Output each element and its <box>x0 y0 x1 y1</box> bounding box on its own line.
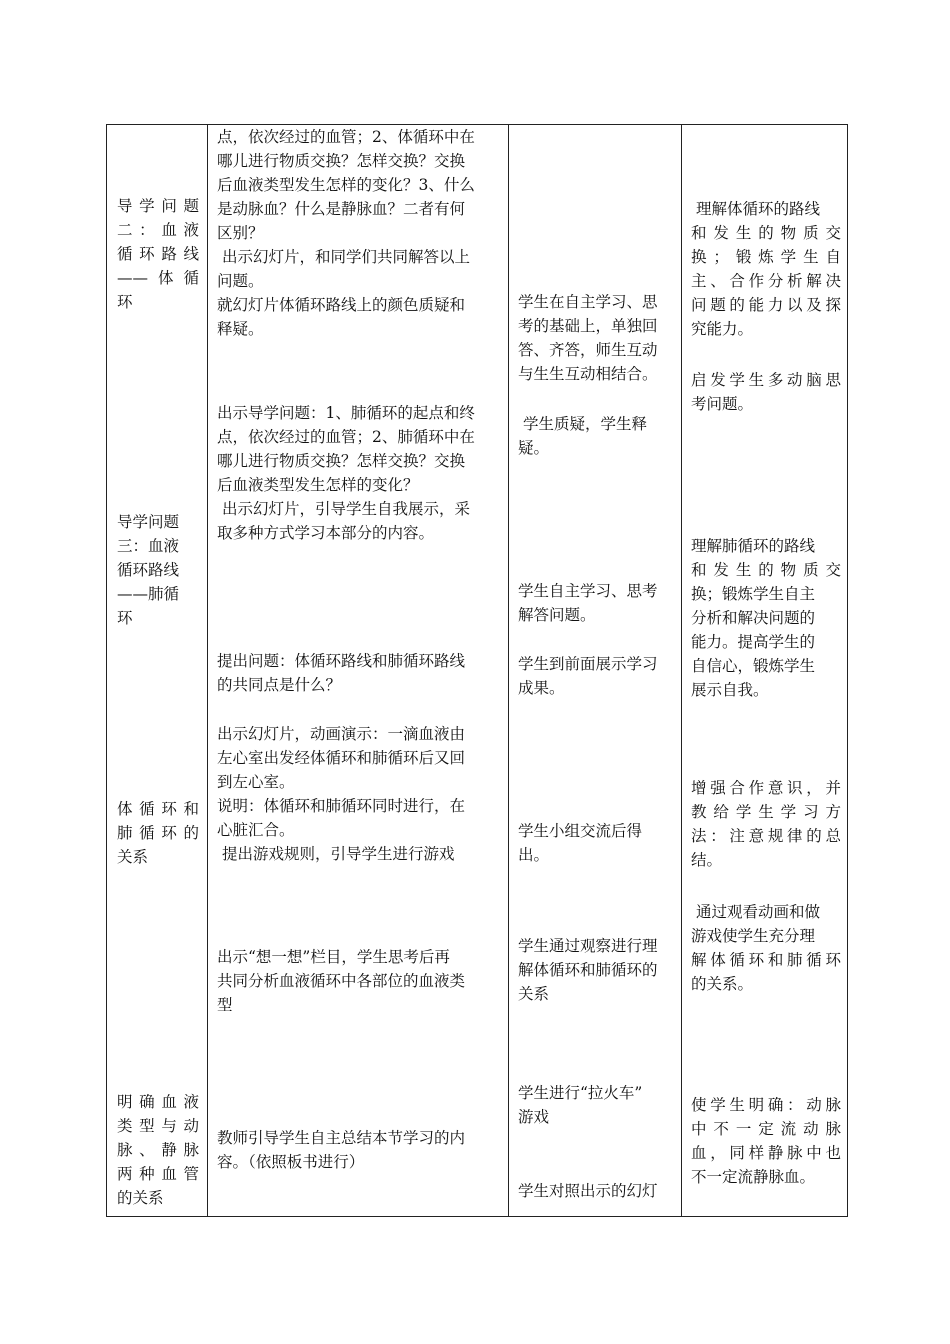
stage-line: 的关系 <box>117 1189 164 1207</box>
column-divider <box>508 125 509 1216</box>
stage-line: 两种血管 <box>117 1165 199 1183</box>
text-line: 提出游戏规则，引导学生进行游戏 <box>217 845 455 863</box>
text-line: 取多种方式学习本部分的内容。 <box>217 524 435 542</box>
teacher-activity-cell <box>217 945 501 1017</box>
stage-line: ——体循 <box>117 269 199 287</box>
stage-line: 肺循环的 <box>117 824 199 842</box>
text-line: 点，依次经过的血管；2、体循环中在 <box>217 128 475 146</box>
text-line: 学生对照出示的幻灯 <box>518 1182 658 1200</box>
text-line: 换；锻炼学生自主 <box>691 585 816 603</box>
text-line: 哪儿进行物质交换？怎样交换？交换 <box>217 152 466 170</box>
text-line: 共同分析血液循环中各部位的血液类 <box>217 972 466 990</box>
student-activity-cell <box>518 1081 675 1129</box>
text-line: 到左心室。 <box>217 773 295 791</box>
text-line: 理解肺循环的路线 <box>691 537 816 555</box>
text-line: 疑。 <box>518 439 550 457</box>
text-line: 通过观看动画和做 <box>691 903 820 921</box>
student-activity-cell <box>518 934 675 1006</box>
stage-line: 二：血液 <box>117 221 199 239</box>
text-line: 法：注意规律的总 <box>691 827 841 845</box>
stage-line: 循环路线 <box>117 245 199 263</box>
design-intent-cell <box>691 1093 841 1189</box>
stage-line: 脉、静脉 <box>117 1141 199 1159</box>
text-line: 学生通过观察进行理 <box>518 937 658 955</box>
text-line: 哪儿进行物质交换？怎样交换？交换 <box>217 452 466 470</box>
student-activity-cell <box>518 579 675 627</box>
text-line: 学生小组交流后得 <box>518 822 643 840</box>
teacher-activity-cell <box>217 649 501 697</box>
text-line: 的共同点是什么？ <box>217 676 342 694</box>
student-activity-cell <box>518 819 675 867</box>
text-line: 型 <box>217 996 233 1014</box>
text-line: 出示“想一想”栏目，学生思考后再 <box>217 948 450 966</box>
text-line: 后血液类型发生怎样的变化？3、什么 <box>217 176 475 194</box>
stage-line: 明确血液 <box>117 1093 199 1111</box>
design-intent-cell <box>691 368 841 416</box>
text-line: 和发生的物质交 <box>691 561 841 579</box>
text-line: 问题的能力以及探 <box>691 296 841 314</box>
teacher-activity-cell <box>217 125 501 341</box>
text-line: 血，同样静脉中也 <box>691 1144 841 1162</box>
text-line: 区别？ <box>217 224 264 242</box>
text-line: 学生到前面展示学习 <box>518 655 658 673</box>
text-line: 能力。提高学生的 <box>691 633 816 651</box>
stage-line: 类型与动 <box>117 1117 199 1135</box>
text-line: 学生在自主学习、思 <box>518 293 658 311</box>
stage-line: 三：血液 <box>117 537 180 555</box>
stage-line: 导学问题 <box>117 197 199 215</box>
text-line: 后血液类型发生怎样的变化？ <box>217 476 419 494</box>
text-line: 的关系。 <box>691 975 754 993</box>
text-line: 结。 <box>691 851 723 869</box>
text-line: 考问题。 <box>691 395 754 413</box>
teacher-activity-cell <box>217 722 501 866</box>
text-line: 启发学生多动脑思 <box>691 371 841 389</box>
text-line: 自信心，锻炼学生 <box>691 657 816 675</box>
text-line: 容。（依照板书进行） <box>217 1153 365 1171</box>
text-line: 教师引导学生自主总结本节学习的内 <box>217 1129 466 1147</box>
text-line: 使学生明确：动脉 <box>691 1096 841 1114</box>
stage-line: 循环路线 <box>117 561 180 579</box>
text-line: 和发生的物质交 <box>691 224 841 242</box>
design-intent-cell <box>691 900 841 996</box>
text-line: 理解体循环的路线 <box>691 200 820 218</box>
teacher-activity-cell <box>217 1126 501 1174</box>
text-line: 学生质疑，学生释 <box>518 415 647 433</box>
design-intent-cell <box>691 776 841 872</box>
stage-line: 关系 <box>117 848 149 866</box>
student-activity-cell <box>518 290 675 386</box>
text-line: 主、合作分析解决 <box>691 272 841 290</box>
student-activity-cell <box>518 652 675 700</box>
text-line: 出示幻灯片，引导学生自我展示，采 <box>217 500 470 518</box>
text-line: 问题。 <box>217 272 264 290</box>
text-line: 点，依次经过的血管；2、肺循环中在 <box>217 428 475 446</box>
stage-line: 导学问题 <box>117 513 180 531</box>
text-line: 与生生互动相结合。 <box>518 365 658 383</box>
text-line: 关系 <box>518 985 550 1003</box>
text-line: 出示导学问题：1、肺循环的起点和终 <box>217 404 475 422</box>
text-line: 展示自我。 <box>691 681 769 699</box>
design-intent-cell <box>691 197 841 341</box>
text-line: 换；锻炼学生自 <box>691 248 841 266</box>
text-line: 出示幻灯片，和同学们共同解答以上 <box>217 248 470 266</box>
text-line: 教给学生学习方 <box>691 803 841 821</box>
text-line: 中不一定流动脉 <box>691 1120 841 1138</box>
text-line: 学生自主学习、思考 <box>518 582 658 600</box>
student-activity-cell <box>518 412 675 460</box>
text-line: 增强合作意识，并 <box>691 779 841 797</box>
text-line: 学生进行“拉火车” <box>518 1084 643 1102</box>
student-activity-cell <box>518 1179 675 1203</box>
text-line: 分析和解决问题的 <box>691 609 816 627</box>
text-line: 出。 <box>518 846 550 864</box>
column-divider <box>207 125 208 1216</box>
lesson-plan-table <box>106 124 848 1217</box>
text-line: 左心室出发经体循环和肺循环后又回 <box>217 749 466 767</box>
text-line: 说明：体循环和肺循环同时进行，在 <box>217 797 466 815</box>
text-line: 游戏使学生充分理 <box>691 927 816 945</box>
text-line: 释疑。 <box>217 320 264 338</box>
column-divider <box>681 125 682 1216</box>
text-line: 提出问题：体循环路线和肺循环路线 <box>217 652 466 670</box>
text-line: 就幻灯片体循环路线上的颜色质疑和 <box>217 296 466 314</box>
text-line: 究能力。 <box>691 320 754 338</box>
design-intent-cell <box>691 534 841 702</box>
text-line: 游戏 <box>518 1108 550 1126</box>
stage-cell <box>117 797 199 869</box>
stage-line: 体循环和 <box>117 800 199 818</box>
text-line: 解答问题。 <box>518 606 596 624</box>
stage-line: 环 <box>117 609 133 627</box>
text-line: 出示幻灯片，动画演示：一滴血液由 <box>217 725 466 743</box>
stage-cell <box>117 1090 199 1210</box>
stage-cell <box>117 510 199 630</box>
text-line: 心脏汇合。 <box>217 821 295 839</box>
text-line: 解体循环和肺循环 <box>691 951 841 969</box>
teacher-activity-cell <box>217 401 501 545</box>
text-line: 答、齐答，师生互动 <box>518 341 658 359</box>
text-line: 解体循环和肺循环的 <box>518 961 658 979</box>
text-line: 考的基础上，单独回 <box>518 317 658 335</box>
text-line: 不一定流静脉血。 <box>691 1168 816 1186</box>
stage-line: 环 <box>117 293 133 311</box>
text-line: 是动脉血？什么是静脉血？二者有何 <box>217 200 466 218</box>
stage-line: ——肺循 <box>117 585 180 603</box>
text-line: 成果。 <box>518 679 565 697</box>
stage-cell <box>117 194 199 314</box>
